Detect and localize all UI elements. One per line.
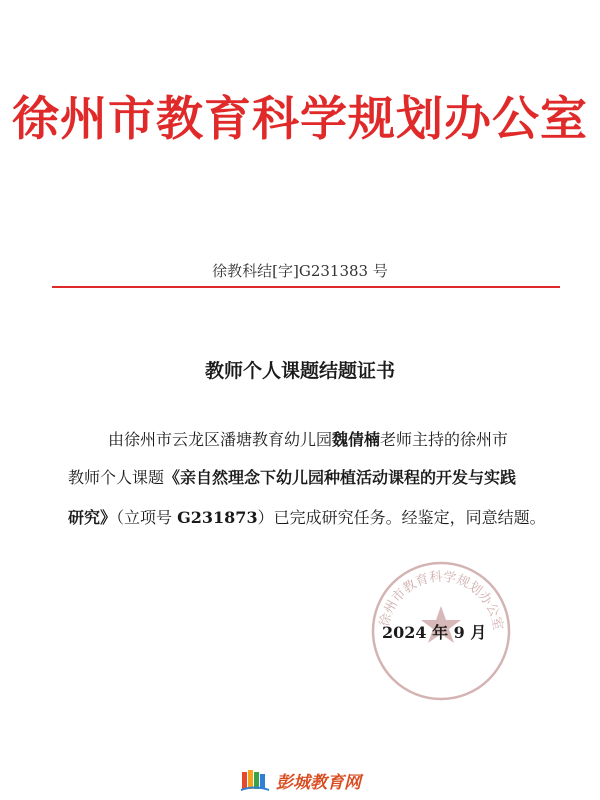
body-text: （立项号 <box>116 508 178 527</box>
book-logo-icon <box>240 769 270 791</box>
footer-logo <box>240 768 361 792</box>
teacher-name: 魏倩楠 <box>332 430 381 449</box>
header-divider <box>52 286 560 288</box>
footer-logo-text: 彭城教育网 <box>276 772 361 793</box>
body-line-1 <box>108 432 508 448</box>
body-text: 教师个人课题 <box>68 468 165 487</box>
certificate-title: 教师个人课题结题证书 <box>204 360 395 382</box>
office-header-title: 徐州市教育科学规划办公室 <box>12 92 588 147</box>
body-line-2 <box>68 470 516 486</box>
body-text: 由徐州市云龙区潘塘教育幼儿园 <box>108 430 333 449</box>
body-text: ）已完成研究任务。经鉴定，同意结题。 <box>257 508 546 527</box>
project-title-end: 研究》 <box>68 508 117 527</box>
document-number: 徐教科结[字]G231383 号 <box>212 262 388 280</box>
project-title: 《亲自然理念下幼儿园种植活动课程的开发与实践 <box>164 468 517 487</box>
seal-text: 徐州市教育科学规划办公室 <box>377 569 506 632</box>
issue-date: 2024 年 9 月 <box>382 623 487 642</box>
body-text: 老师主持的徐州市 <box>380 430 509 449</box>
project-id: G231873 <box>177 508 258 527</box>
body-line-3 <box>68 510 546 526</box>
